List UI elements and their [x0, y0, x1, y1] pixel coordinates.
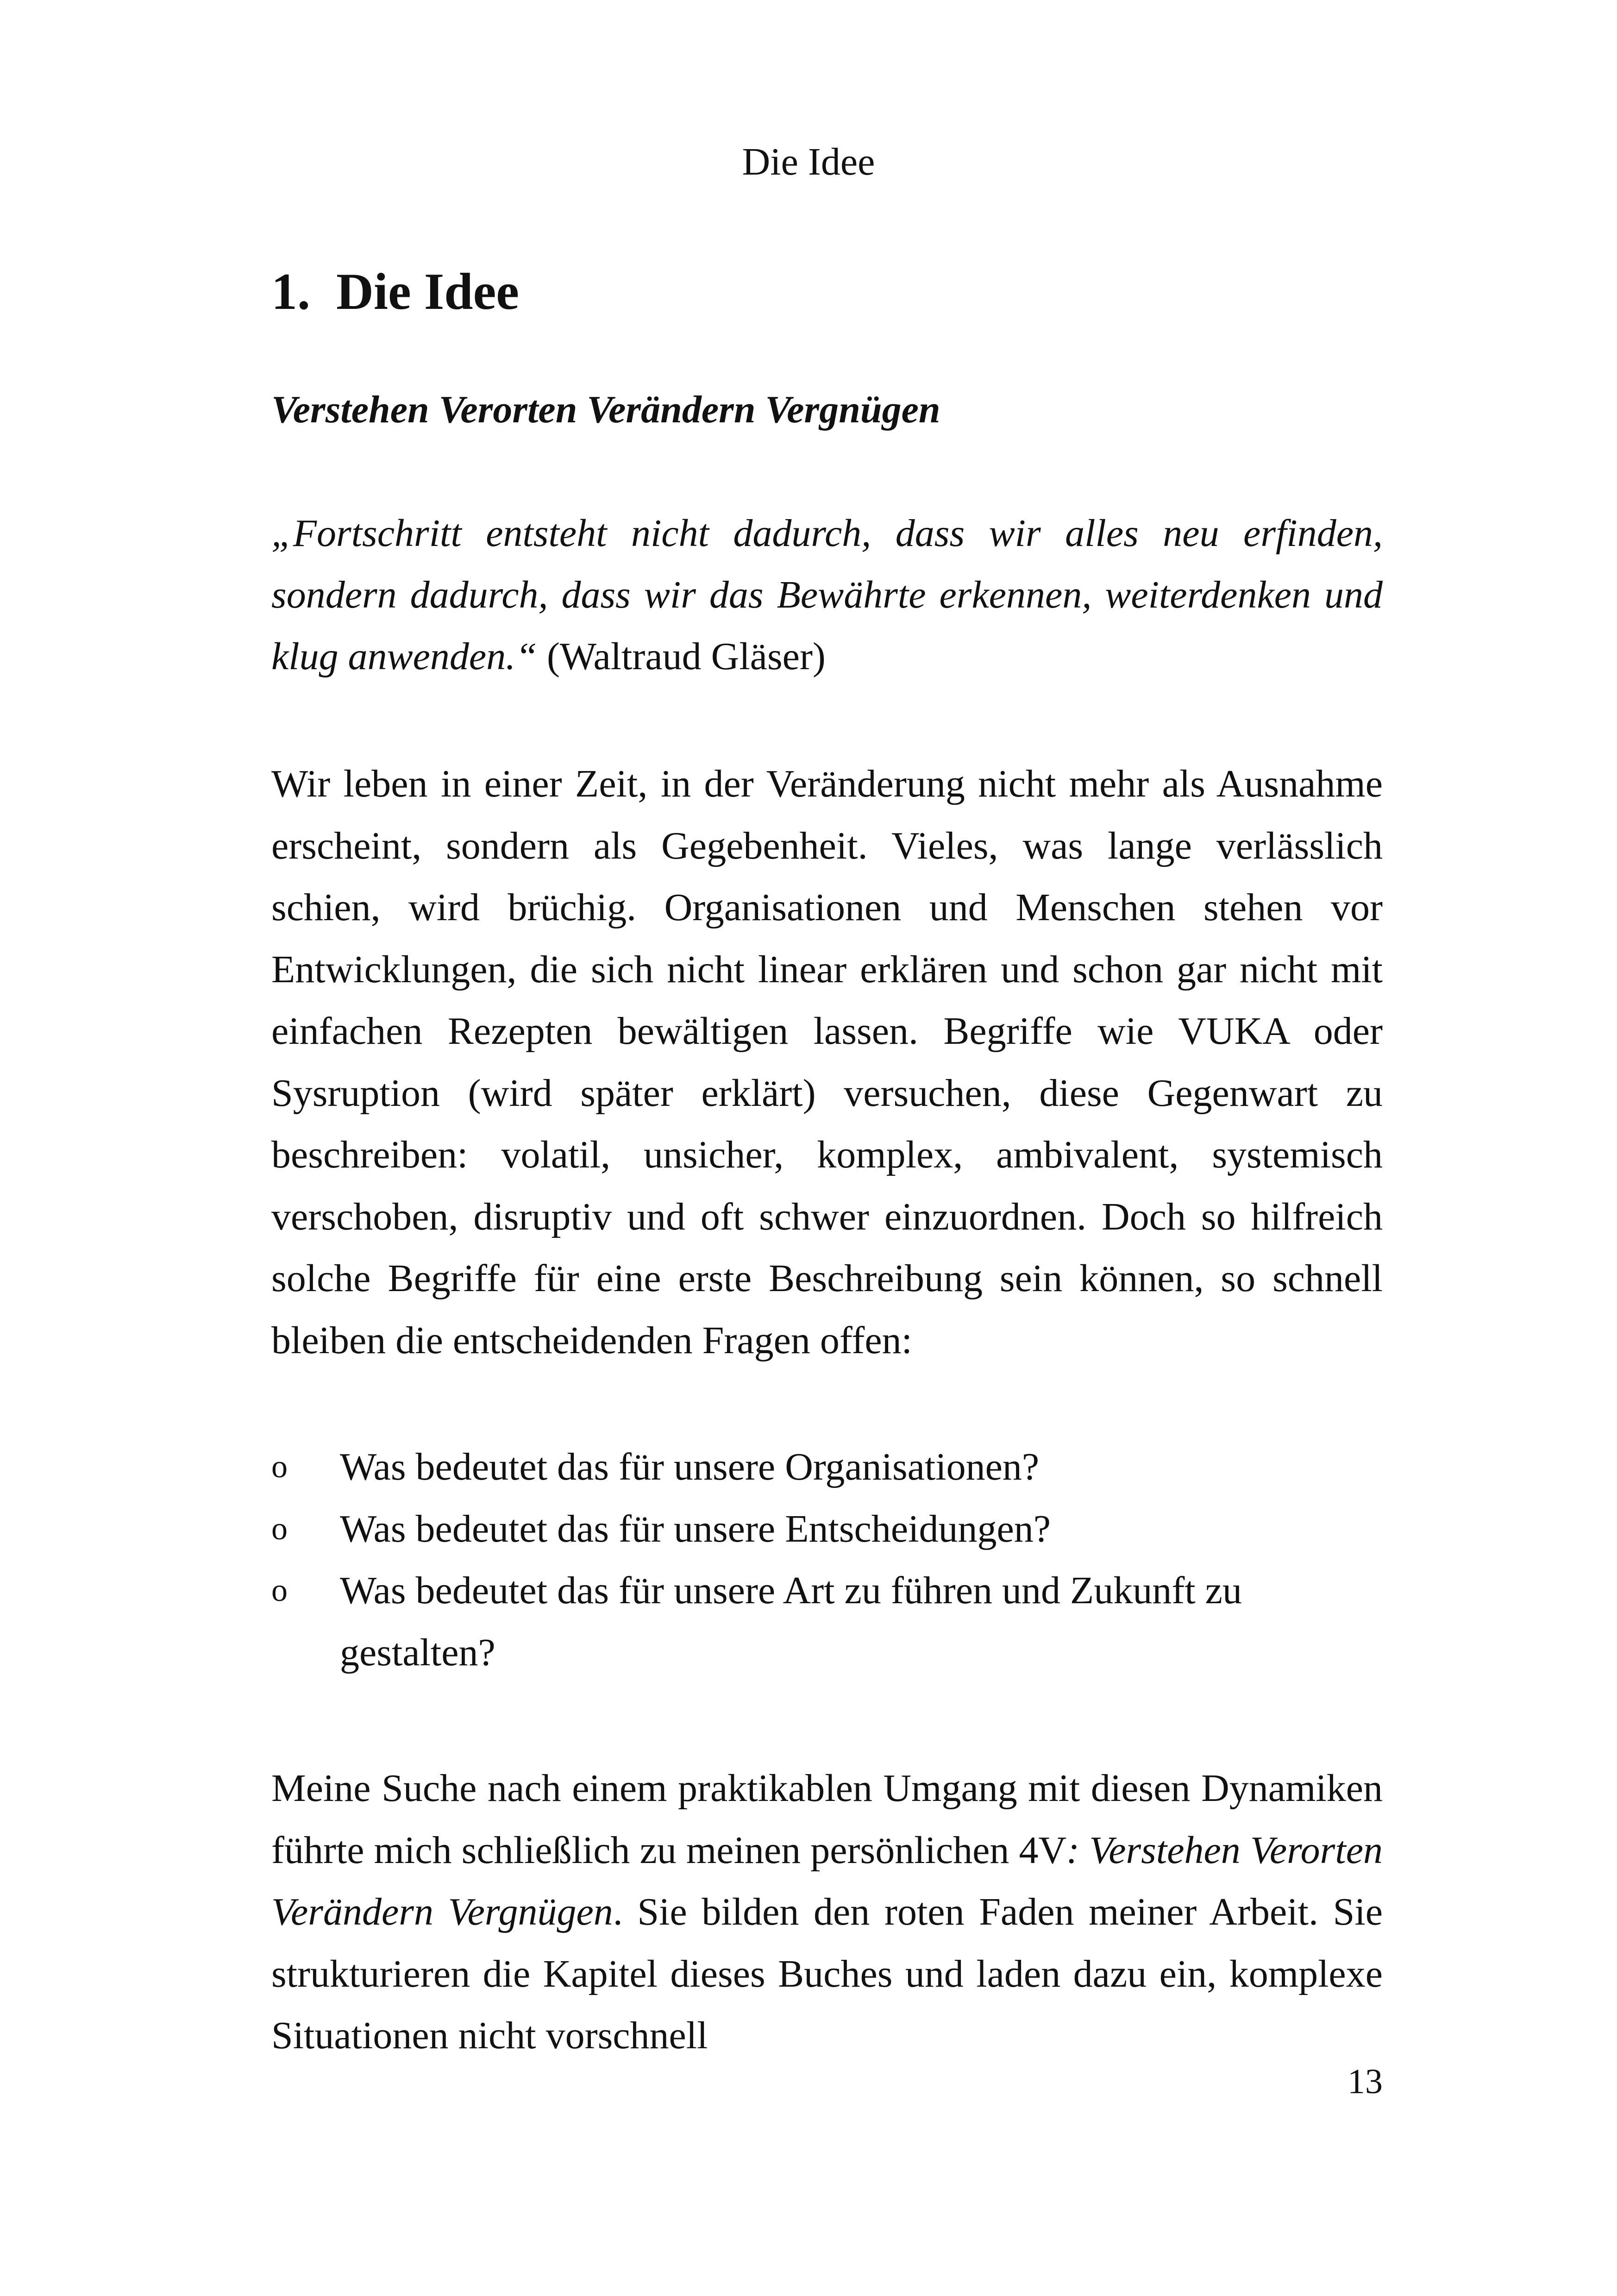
- list-item-text: Was bedeutet das für unsere Entscheidungen?: [340, 1507, 1051, 1550]
- quote-attribution: (Waltraud Gläser): [537, 635, 826, 678]
- chapter-title: Die Idee: [336, 263, 520, 320]
- list-item: [271, 1560, 1383, 1683]
- paragraph-2-space: [1079, 1829, 1089, 1872]
- circle-bullet-icon: o: [271, 1573, 288, 1608]
- circle-bullet-icon: o: [271, 1449, 288, 1485]
- paragraph-2-colon: :: [1066, 1828, 1080, 1872]
- page-content: [271, 257, 1383, 2067]
- body-paragraph-1: Wir leben in einer Zeit, in der Veränderung nicht mehr als Ausnahme erscheint, sondern als Gegebenheit. Vieles, was lange verlässlich schien, wird brüchig. Organisationen und Menschen stehen vor Entwicklungen, die sich nicht linear erklären und schon gar nicht mit einfachen Rezepten bewältigen lassen. Begriffe wie VUKA oder Sysruption (wird später erklärt) versuchen, diese Gegenwart zu beschreiben: volatil, unsicher, komplex, ambivalent, systemisch verschoben, disruptiv und oft schwer einzuordnen. Doch so hilfreich solche Begriffe für eine erste Beschreibung sein können, so schnell bleiben die entscheidenden Fragen offen:: [271, 762, 1383, 1362]
- chapter-heading: [271, 257, 1383, 326]
- chapter-number: 1.: [271, 263, 310, 320]
- paragraph-2-lead: Meine Suche nach einem praktikablen Umgang mit diesen Dynamiken führte mich schließlich zu meinen persönlichen 4V: [271, 1767, 1383, 1872]
- paragraph-2-tail: . Sie bilden den roten Faden meiner Arbeit. Sie strukturieren die Kapitel dieses Buches und laden dazu ein, komplexe Situationen nicht vorschnell: [271, 1890, 1383, 2057]
- circle-bullet-icon: o: [271, 1511, 288, 1547]
- list-item-text: Was bedeutet das für unsere Art zu führen und Zukunft zu gestalten?: [340, 1569, 1242, 1674]
- running-header: Die Idee: [742, 140, 875, 183]
- quote-text: „Fortschritt entsteht nicht dadurch, dass wir alles neu erfinden, sondern dadurch, dass wir das Bewährte erkennen, weiterdenken und klug anwenden.“: [271, 512, 1383, 678]
- paragraph-2-emphasis: Verstehen Verorten Verändern Vergnügen: [271, 1828, 1383, 1933]
- body-paragraph-2: [271, 1757, 1383, 2067]
- list-item: [271, 1436, 1383, 1498]
- list-item: [271, 1498, 1383, 1560]
- list-item-text: Was bedeutet das für unsere Organisationen?: [340, 1445, 1040, 1488]
- epigraph-quote: [271, 502, 1383, 687]
- question-list: [271, 1436, 1383, 1683]
- page-number: 13: [1348, 2062, 1383, 2101]
- section-subtitle: Verstehen Verorten Verändern Vergnügen: [271, 388, 940, 431]
